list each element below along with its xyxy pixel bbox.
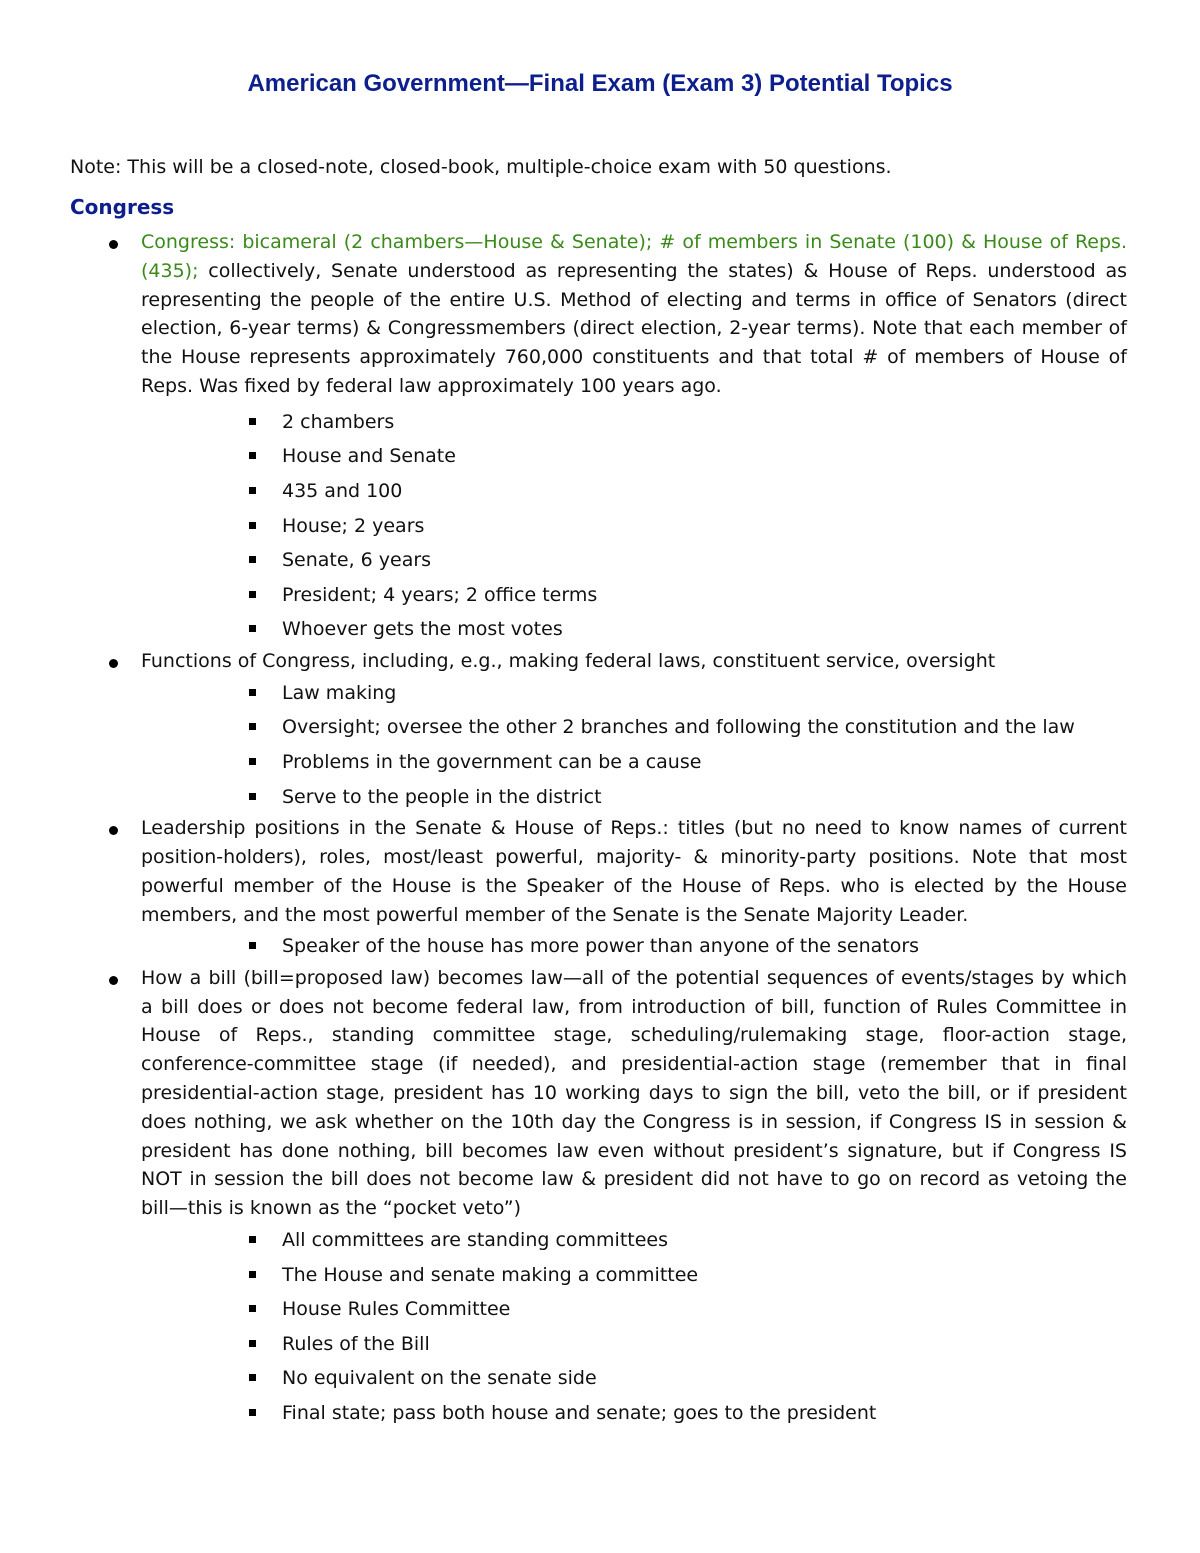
exam-note: Note: This will be a closed-note, closed-book, multiple-choice exam with 50 questions. xyxy=(70,156,892,178)
subtopic-item xyxy=(282,929,1200,964)
subtopic-text: House Rules Committee xyxy=(282,1298,511,1321)
section-heading-congress: Congress xyxy=(70,195,175,219)
topic-text: collectively, Senate understood as representing the states) & House of Reps. understood as representing the people of the entire U.S. Method of electing and terms in office of Senators (direct election, 6-year terms) & Congressmembers (direct election, 2-year terms). Note that each member of the House represents approximately 760,000 constituents and that total # of members of House of Reps. Was fixed by federal law approximately 100 years ago. xyxy=(141,259,1127,397)
subtopic-list xyxy=(0,676,1200,814)
subtopic-item xyxy=(282,612,1200,647)
subtopic-item xyxy=(282,745,1200,780)
subtopic-text: No equivalent on the senate side xyxy=(282,1367,597,1390)
subtopic-item xyxy=(282,474,1200,509)
bullet-dot-icon xyxy=(109,826,118,835)
subtopic-text: Final state; pass both house and senate; goes to the president xyxy=(282,1402,877,1425)
subtopic-list xyxy=(0,405,1200,647)
subtopic-text: Speaker of the house has more power than anyone of the senators xyxy=(282,935,920,958)
bullet-dot-icon xyxy=(109,659,118,668)
subtopic-text: House; 2 years xyxy=(282,514,425,537)
subtopic-text: The House and senate making a committee xyxy=(282,1263,699,1286)
square-bullet-icon xyxy=(249,1409,256,1416)
subtopic-text: Oversight; oversee the other 2 branches and following the constitution and the law xyxy=(282,716,1075,739)
subtopic-text: All committees are standing committees xyxy=(282,1229,669,1252)
subtopic-item xyxy=(282,1223,1200,1258)
topic-item xyxy=(141,964,1127,1223)
subtopic-item xyxy=(282,509,1200,544)
square-bullet-icon xyxy=(249,522,256,529)
topic-text-highlight: Congress: bicameral (2 chambers—House & Senate); # of members in Senate (100) & House of Reps. (435); xyxy=(141,231,1127,282)
subtopic-text: Problems in the government can be a cause xyxy=(282,750,702,773)
square-bullet-icon xyxy=(249,793,256,800)
subtopic-text: Rules of the Bill xyxy=(282,1332,430,1355)
topic-item xyxy=(141,647,1127,676)
square-bullet-icon xyxy=(249,1305,256,1312)
subtopic-text: President; 4 years; 2 office terms xyxy=(282,583,598,606)
topic-list xyxy=(0,228,1200,1431)
square-bullet-icon xyxy=(249,1374,256,1381)
square-bullet-icon xyxy=(249,452,256,459)
square-bullet-icon xyxy=(249,591,256,598)
subtopic-item xyxy=(282,1361,1200,1396)
topic-item xyxy=(141,228,1127,401)
subtopic-item xyxy=(282,1292,1200,1327)
subtopic-item xyxy=(282,1258,1200,1293)
subtopic-text: 435 and 100 xyxy=(282,479,403,502)
square-bullet-icon xyxy=(249,942,256,949)
subtopic-list xyxy=(0,1223,1200,1431)
topic-text: Functions of Congress, including, e.g., making federal laws, constituent service, oversight xyxy=(141,649,996,672)
subtopic-text: House and Senate xyxy=(282,445,456,468)
topic-item xyxy=(141,814,1127,929)
subtopic-item xyxy=(282,1327,1200,1362)
subtopic-item xyxy=(282,676,1200,711)
subtopic-item xyxy=(282,1396,1200,1431)
subtopic-text: Senate, 6 years xyxy=(282,549,432,572)
subtopic-item xyxy=(282,578,1200,613)
square-bullet-icon xyxy=(249,556,256,563)
square-bullet-icon xyxy=(249,418,256,425)
document-title: American Government—Final Exam (Exam 3) Potential Topics xyxy=(247,70,953,97)
square-bullet-icon xyxy=(249,758,256,765)
square-bullet-icon xyxy=(249,625,256,632)
topic-text: How a bill (bill=proposed law) becomes law—all of the potential sequences of events/stages by which a bill does or does not become federal law, from introduction of bill, function of Rules Committee in House of Reps., standing committee stage, scheduling/rulemaking stage, floor-action stage, conference-committee stage (if needed), and presidential-action stage (remember that in final presidential-action stage, president has 10 working days to sign the bill, veto the bill, or if president does nothing, we ask whether on the 10th day the Congress is in session, if Congress IS in session & president has done nothing, bill becomes law even without president’s signature, but if Congress IS NOT in session the bill does not become law & president did not have to go on record as vetoing the bill—this is known as the “pocket veto”) xyxy=(141,966,1127,1220)
subtopic-item xyxy=(282,439,1200,474)
square-bullet-icon xyxy=(249,689,256,696)
subtopic-item xyxy=(282,543,1200,578)
subtopic-item xyxy=(282,780,1200,815)
square-bullet-icon xyxy=(249,1236,256,1243)
bullet-dot-icon xyxy=(109,976,118,985)
subtopic-text: 2 chambers xyxy=(282,410,395,433)
subtopic-list xyxy=(0,929,1200,964)
subtopic-text: Serve to the people in the district xyxy=(282,785,602,808)
square-bullet-icon xyxy=(249,723,256,730)
square-bullet-icon xyxy=(249,487,256,494)
subtopic-item xyxy=(282,710,1200,745)
bullet-dot-icon xyxy=(109,240,118,249)
subtopic-text: Whoever gets the most votes xyxy=(282,618,563,641)
topic-text: Leadership positions in the Senate & House of Reps.: titles (but no need to know names of current position-holders), roles, most/least powerful, majority- & minority-party positions. Note that most powerful member of the House is the Speaker of the House of Reps. who is elected by the House members, and the most powerful member of the Senate is the Senate Majority Leader. xyxy=(141,817,1127,926)
subtopic-item xyxy=(282,405,1200,440)
square-bullet-icon xyxy=(249,1271,256,1278)
subtopic-text: Law making xyxy=(282,681,397,704)
square-bullet-icon xyxy=(249,1340,256,1347)
